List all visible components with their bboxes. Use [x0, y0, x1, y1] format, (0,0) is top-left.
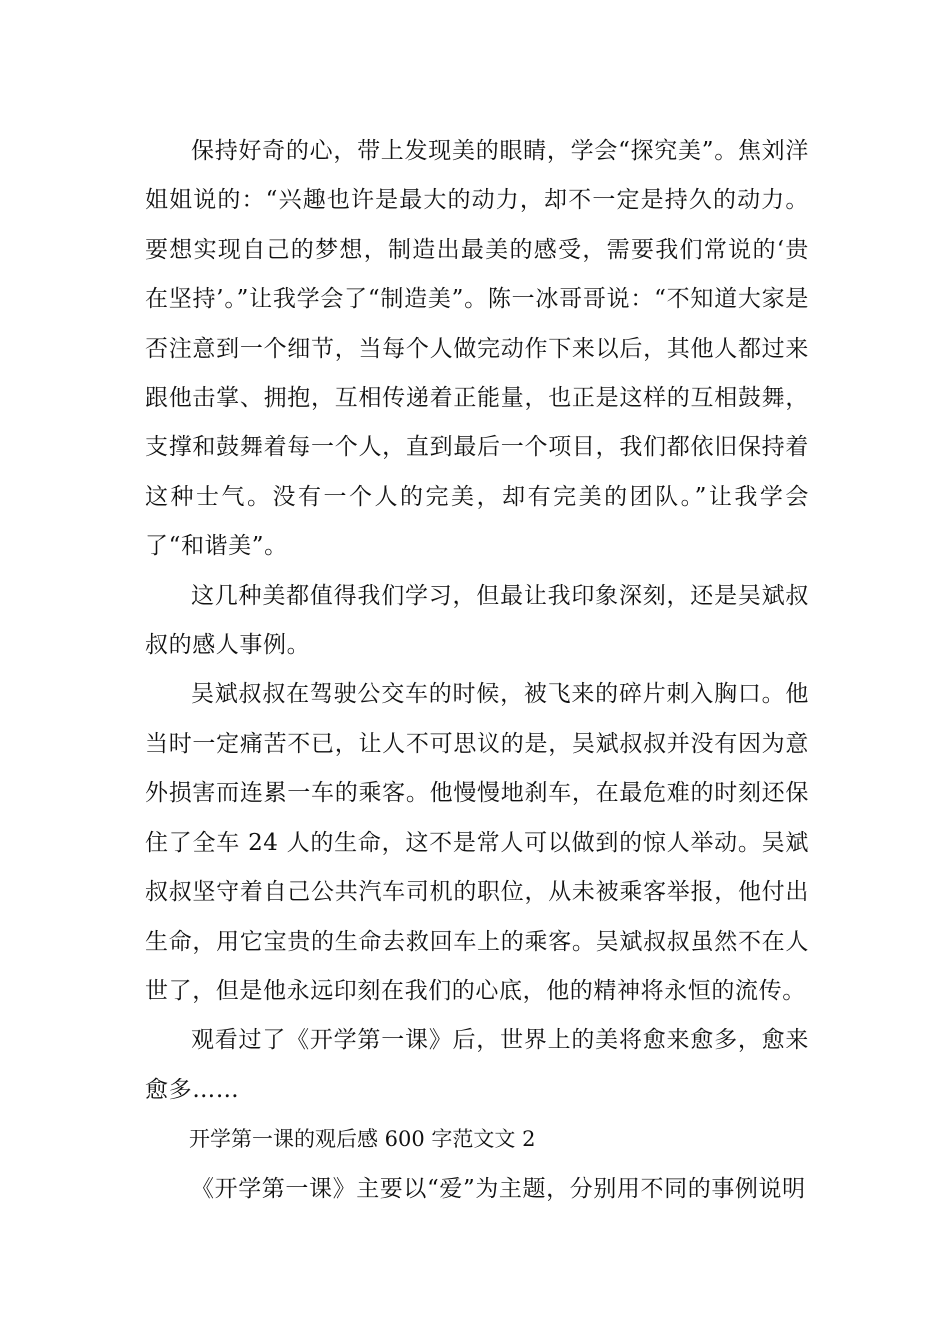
paragraph-curiosity: 保持好奇的心，带上发现美的眼睛，学会“探究美”。焦刘洋姐姐说的：“兴趣也许是最大的动力，却不一定是持久的动力。要想实现自己的梦想，制造出最美的感受，需要我们常说的‘贵在坚持’。”让我学会了“制造美”。陈一冰哥哥说：“不知道大家是否注意到一个细节，当每个人做完动作下来以后，其他人都过来跟他击掌、拥抱，互相传递着正能量，也正是这样的互相鼓舞，支撑和鼓舞着每一个人，直到最后一个项目，我们都依旧保持着这种士气。没有一个人的完美，却有完美的团队。”让我学会了“和谐美”。: [145, 138, 809, 560]
essay-subheading: 开学第一课的观后感 600 字范文文 2: [189, 1127, 536, 1152]
document-body: [145, 127, 809, 1214]
paragraph-wubin-story: 吴斌叔叔在驾驶公交车的时候，被飞来的碎片刺入胸口。他当时一定痛苦不已，让人不可思议的是，吴斌叔叔并没有因为意外损害而连累一车的乘客。他慢慢地刹车，在最危难的时刻还保住了全车 24 人的生命，这不是常人可以做到的惊人举动。吴斌叔叔坚守着自己公共汽车司机的职位，从未被乘客举报，他付出生命，用它宝贵的生命去救回车上的乘客。吴斌叔叔虽然不在人世了，但是他永远印刻在我们的心底，他的精神将永恒的流传。: [145, 681, 809, 1004]
paragraph-conclusion: 观看过了《开学第一课》后，世界上的美将愈来愈多，愈来愈多……: [145, 1027, 809, 1103]
paragraph-impression: 这几种美都值得我们学习，但最让我印象深刻，还是吴斌叔叔的感人事例。: [145, 582, 809, 659]
paragraph-essay-2-start: 《开学第一课》主要以“爱”为主题，分别用不同的事例说明: [191, 1175, 806, 1202]
